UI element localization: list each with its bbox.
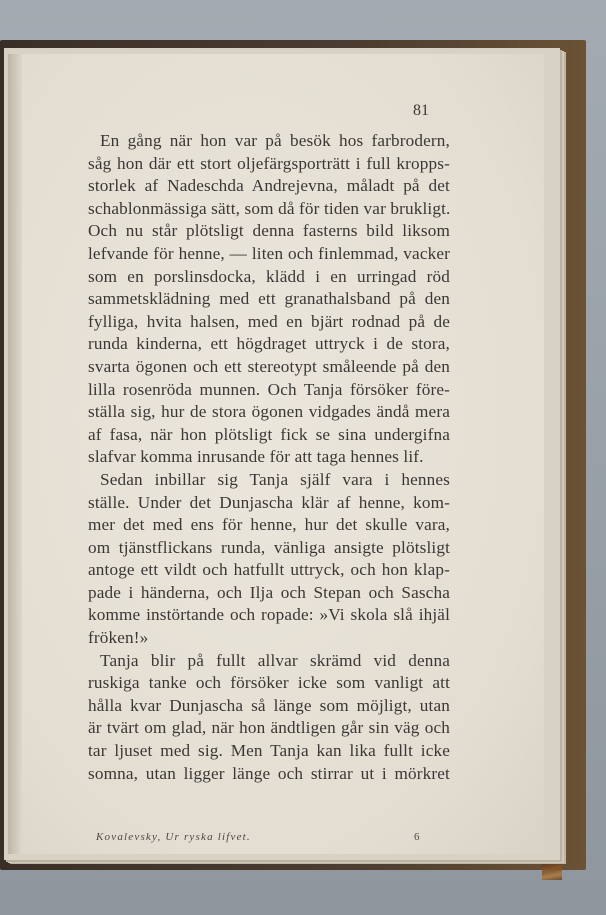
body-text	[88, 130, 450, 785]
page-gutter	[8, 54, 22, 854]
text-line: svarta ögonen och ett stereotypt småleende på den	[88, 356, 450, 376]
page-number: 81	[413, 102, 429, 119]
text-line: ställe. Under det Dunjascha klär af henne, kom-	[88, 492, 450, 512]
text-line: lefvande för henne, — liten och finlemmad, vacker	[88, 243, 450, 263]
text-line: komme instörtande och ropade: »Vi skola slå ihjäl	[88, 605, 450, 625]
text-line: slafvar komma inrusande för att taga hennes lif.	[88, 447, 424, 467]
text-line: sammetsklädning med ett granathalsband på den	[88, 289, 450, 309]
text-line: om tjänstflickans runda, vänliga ansigte plötsligt	[88, 537, 450, 557]
text-line: antoge ett vildt och hatfullt uttryck, och hon klap-	[88, 560, 450, 580]
text-line: lilla rosenröda munnen. Och Tanja försöker före-	[88, 379, 450, 399]
text-line: schablonmässiga sätt, som då för tiden var brukligt.	[88, 198, 451, 218]
text-line: ruskiga tanke och försöker icke som vanligt att	[88, 673, 450, 693]
text-line: somna, utan ligger länge och stirrar ut i mörkret	[88, 763, 450, 783]
text-line: pade i händerna, och Ilja och Stepan och Sascha	[88, 582, 450, 602]
book-page	[8, 54, 544, 854]
text-line: tar ljuset med sig. Men Tanja kan lika fullt icke	[88, 741, 450, 761]
footer-sheet-number: 6	[414, 831, 420, 843]
text-line: såg hon där ett stort oljefärgsporträtt i full kropps-	[88, 153, 450, 173]
text-line: En gång när hon var på besök hos farbrodern,	[100, 131, 450, 150]
text-line: fylliga, hvita halsen, med en bjärt rodnad på de	[88, 311, 450, 331]
text-line: fröken!»	[88, 628, 149, 648]
text-line: Och nu står plötsligt denna fasterns bild liksom	[88, 221, 450, 241]
text-line: storlek af Nadeschda Andrejevna, måladt på det	[88, 176, 450, 196]
text-line: hålla kvar Dunjascha så länge som möjligt, utan	[88, 695, 450, 715]
text-line: runda kinderna, ett högdraget uttryck i de stora,	[88, 334, 450, 354]
text-line: Sedan inbillar sig Tanja själf vara i hennes	[100, 469, 450, 489]
text-line: af fasa, när hon plötsligt fick se sina undergifna	[88, 424, 450, 444]
text-line: ställa sig, hur de stora ögonen vidgades ändå mera	[88, 402, 450, 422]
text-line: som en porslinsdocka, klädd i en urringad röd	[88, 266, 450, 286]
page-footer	[88, 831, 450, 847]
text-line: mer det med ens för henne, hur det skulle vara,	[88, 515, 450, 535]
text-line: är tvärt om glad, när hon ändtligen går sin väg och	[88, 718, 450, 738]
footer-signature: Kovalevsky, Ur ryska lifvet.	[96, 831, 251, 843]
text-line: Tanja blir på fullt allvar skrämd vid denna	[100, 650, 450, 670]
